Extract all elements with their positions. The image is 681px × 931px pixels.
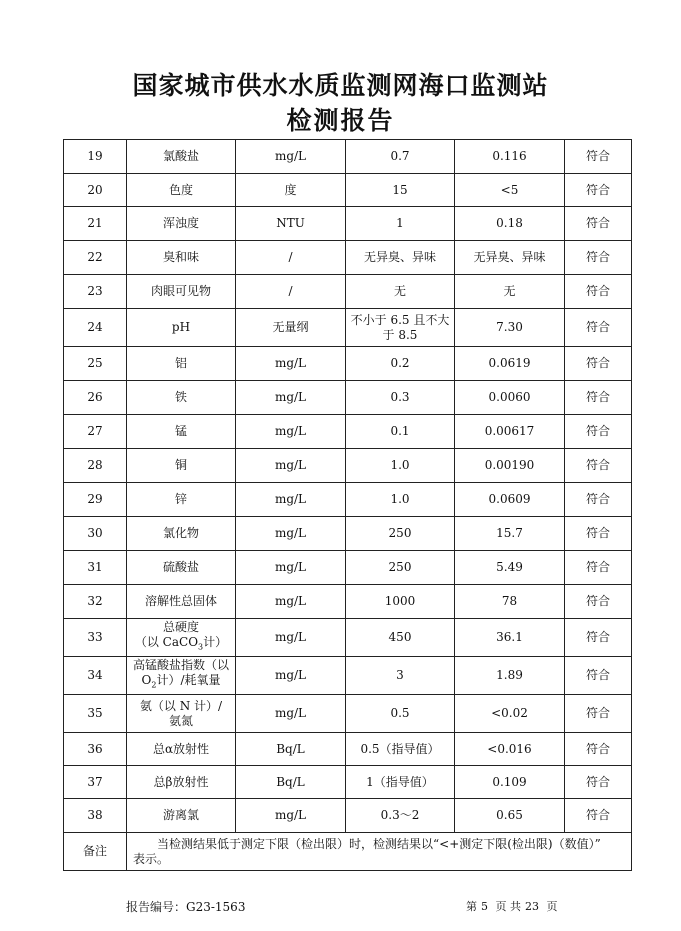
- row-unit: mg/L: [236, 517, 346, 551]
- row-judge: 符合: [565, 733, 632, 766]
- row-judge: 符合: [565, 381, 632, 415]
- row-item-line1: 高锰酸盐指数（以: [132, 658, 229, 673]
- row-result: 0.116: [455, 140, 565, 174]
- row-result: <0.02: [455, 695, 565, 733]
- item-text: （以 CaCO: [134, 635, 199, 650]
- page-prefix: 第: [466, 900, 477, 913]
- row-item-line2: [141, 673, 221, 690]
- results-table: [63, 139, 632, 871]
- row-limit: 0.2: [346, 347, 455, 381]
- row-result: 0.0060: [455, 381, 565, 415]
- row-no: 25: [64, 347, 127, 381]
- note-line2: 表示。: [133, 851, 170, 866]
- row-item: 铝: [127, 347, 236, 381]
- row-no: 29: [64, 483, 127, 517]
- row-result: 0.18: [455, 207, 565, 241]
- row-no: 24: [64, 309, 127, 347]
- row-item-line2: [134, 635, 228, 652]
- row-item: 锰: [127, 415, 236, 449]
- row-result: 无: [455, 275, 565, 309]
- row-item: 肉眼可见物: [127, 275, 236, 309]
- table-row: [64, 241, 632, 275]
- table-row: [64, 733, 632, 766]
- table-row: [64, 551, 632, 585]
- row-result: 15.7: [455, 517, 565, 551]
- row-judge: 符合: [565, 619, 632, 657]
- row-limit: 0.3～2: [346, 799, 455, 833]
- row-no: 23: [64, 275, 127, 309]
- row-result: 0.109: [455, 766, 565, 799]
- row-judge: 符合: [565, 140, 632, 174]
- row-limit: 1000: [346, 585, 455, 619]
- row-no: 37: [64, 766, 127, 799]
- row-item-line1: 总硬度: [162, 620, 199, 635]
- table-row: [64, 207, 632, 241]
- row-limit: 0.1: [346, 415, 455, 449]
- row-unit: 无量纲: [236, 309, 346, 347]
- table-row: [64, 517, 632, 551]
- row-unit: /: [236, 275, 346, 309]
- row-unit: /: [236, 241, 346, 275]
- row-limit: 450: [346, 619, 455, 657]
- row-result: 0.65: [455, 799, 565, 833]
- row-item-line2: 氨氮: [168, 713, 193, 728]
- row-result: 1.89: [455, 657, 565, 695]
- row-limit: 1（指导值）: [346, 766, 455, 799]
- row-judge: 符合: [565, 517, 632, 551]
- row-no: 22: [64, 241, 127, 275]
- table-row: [64, 347, 632, 381]
- row-unit: Bq/L: [236, 766, 346, 799]
- row-limit: 无: [346, 275, 455, 309]
- row-item: [127, 695, 236, 733]
- row-item: 游离氯: [127, 799, 236, 833]
- row-limit: 0.5（指导值）: [346, 733, 455, 766]
- page-title: 国家城市供水水质监测网海口监测站: [132, 71, 549, 100]
- table-row: [64, 309, 632, 347]
- row-no: 35: [64, 695, 127, 733]
- results-table-body: [64, 140, 632, 871]
- row-no: 27: [64, 415, 127, 449]
- table-row: [64, 483, 632, 517]
- row-item: 浑浊度: [127, 207, 236, 241]
- row-no: 38: [64, 799, 127, 833]
- row-limit: 3: [346, 657, 455, 695]
- page-suffix: 页: [546, 900, 558, 913]
- row-no: 31: [64, 551, 127, 585]
- table-row: [64, 381, 632, 415]
- table-row: [64, 695, 632, 733]
- report-number: 报告编号：G23-1563: [126, 900, 246, 914]
- row-limit: 250: [346, 517, 455, 551]
- row-result: 0.00190: [455, 449, 565, 483]
- row-item: 总α放射性: [127, 733, 236, 766]
- row-unit: 度: [236, 174, 346, 207]
- table-row: [64, 275, 632, 309]
- row-no: 32: [64, 585, 127, 619]
- row-item: 铜: [127, 449, 236, 483]
- table-row: [64, 140, 632, 174]
- row-limit: 0.3: [346, 381, 455, 415]
- row-result: 36.1: [455, 619, 565, 657]
- row-item: pH: [127, 309, 236, 347]
- row-result: 78: [455, 585, 565, 619]
- row-unit: mg/L: [236, 140, 346, 174]
- table-row: [64, 415, 632, 449]
- row-unit: mg/L: [236, 799, 346, 833]
- row-item: 臭和味: [127, 241, 236, 275]
- row-unit: mg/L: [236, 449, 346, 483]
- row-limit: 0.5: [346, 695, 455, 733]
- page-current: 5: [481, 900, 488, 913]
- item-subscript: 2: [151, 680, 157, 690]
- row-unit: mg/L: [236, 551, 346, 585]
- row-unit: mg/L: [236, 695, 346, 733]
- table-row: [64, 657, 632, 695]
- table-row: [64, 174, 632, 207]
- row-no: 20: [64, 174, 127, 207]
- row-judge: 符合: [565, 585, 632, 619]
- item-text: 计）/耗氧量: [156, 673, 221, 688]
- item-subscript: 3: [198, 642, 204, 652]
- note-label: 备注: [64, 833, 127, 871]
- note-line1: 当检测结果低于测定下限（检出限）时，检测结果以“<+测定下限(检出限)（数值）”: [157, 836, 601, 851]
- row-unit: mg/L: [236, 381, 346, 415]
- row-judge: 符合: [565, 241, 632, 275]
- row-limit: 250: [346, 551, 455, 585]
- row-result: 0.0609: [455, 483, 565, 517]
- row-judge: 符合: [565, 309, 632, 347]
- row-item: 铁: [127, 381, 236, 415]
- page-mid: 页 共: [495, 900, 521, 913]
- row-item: [127, 657, 236, 695]
- row-no: 26: [64, 381, 127, 415]
- row-item: [127, 619, 236, 657]
- row-judge: 符合: [565, 415, 632, 449]
- row-no: 21: [64, 207, 127, 241]
- row-no: 33: [64, 619, 127, 657]
- row-judge: 符合: [565, 799, 632, 833]
- note-row: [64, 833, 632, 871]
- row-no: 36: [64, 733, 127, 766]
- item-text: O: [141, 673, 152, 688]
- row-item: 溶解性总固体: [127, 585, 236, 619]
- row-item: 锌: [127, 483, 236, 517]
- row-limit: 1: [346, 207, 455, 241]
- row-judge: 符合: [565, 275, 632, 309]
- row-result: 7.30: [455, 309, 565, 347]
- table-row: [64, 799, 632, 833]
- row-unit: mg/L: [236, 483, 346, 517]
- row-judge: 符合: [565, 766, 632, 799]
- row-result: 5.49: [455, 551, 565, 585]
- row-result: 0.00617: [455, 415, 565, 449]
- row-unit: NTU: [236, 207, 346, 241]
- row-unit: mg/L: [236, 347, 346, 381]
- row-result: 无异臭、异味: [455, 241, 565, 275]
- page-number: [466, 898, 562, 914]
- row-result: <0.016: [455, 733, 565, 766]
- row-unit: mg/L: [236, 657, 346, 695]
- row-unit: mg/L: [236, 619, 346, 657]
- table-row: [64, 449, 632, 483]
- row-no: 19: [64, 140, 127, 174]
- note-text: [127, 833, 632, 871]
- row-item: 氯化物: [127, 517, 236, 551]
- page-total: 23: [525, 900, 539, 913]
- table-row: [64, 619, 632, 657]
- row-judge: 符合: [565, 347, 632, 381]
- row-judge: 符合: [565, 483, 632, 517]
- row-item: 氯酸盐: [127, 140, 236, 174]
- row-judge: 符合: [565, 695, 632, 733]
- page-subtitle: 检测报告: [286, 106, 395, 135]
- row-limit: 无异臭、异味: [346, 241, 455, 275]
- row-item: 总β放射性: [127, 766, 236, 799]
- row-limit: 1.0: [346, 483, 455, 517]
- row-item: 硫酸盐: [127, 551, 236, 585]
- row-no: 28: [64, 449, 127, 483]
- row-limit: 15: [346, 174, 455, 207]
- row-unit: Bq/L: [236, 733, 346, 766]
- table-row: [64, 585, 632, 619]
- table-row: [64, 766, 632, 799]
- row-unit: mg/L: [236, 415, 346, 449]
- row-judge: 符合: [565, 207, 632, 241]
- row-result: <5: [455, 174, 565, 207]
- row-unit: mg/L: [236, 585, 346, 619]
- row-judge: 符合: [565, 551, 632, 585]
- row-no: 34: [64, 657, 127, 695]
- row-result: 0.0619: [455, 347, 565, 381]
- row-limit: 0.7: [346, 140, 455, 174]
- row-item: 色度: [127, 174, 236, 207]
- row-judge: 符合: [565, 657, 632, 695]
- row-no: 30: [64, 517, 127, 551]
- item-text: 计）: [203, 635, 228, 650]
- row-judge: 符合: [565, 174, 632, 207]
- row-limit: 不小于 6.5 且不大于 8.5: [346, 309, 455, 347]
- row-item-line1: 氨（以 N 计）/: [139, 698, 223, 713]
- row-limit: 1.0: [346, 449, 455, 483]
- row-judge: 符合: [565, 449, 632, 483]
